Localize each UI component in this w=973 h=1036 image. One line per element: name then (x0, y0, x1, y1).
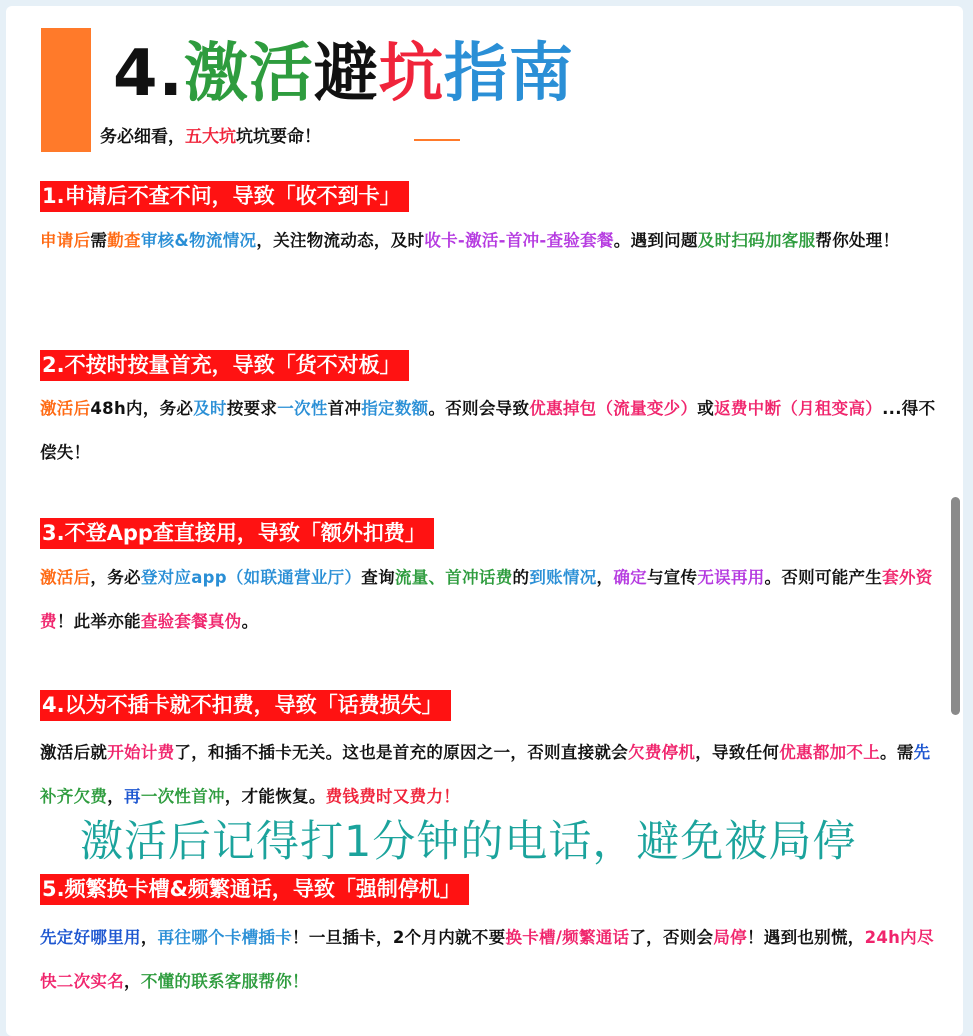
body-text-segment: 流量、首冲话费 (394, 568, 513, 587)
body-text-segment: ！此举亦能 (56, 612, 141, 631)
body-text-segment: 返费中断（月租变高） (714, 399, 883, 418)
body-text-segment: 。否则可能产生 (764, 568, 883, 587)
body-text-segment: 费钱费时又费力！ (325, 787, 461, 806)
body-text-segment: 套外资费 (40, 568, 933, 631)
section-2-body (40, 387, 940, 475)
subtitle-segment: 坑坑要命！ (236, 127, 321, 147)
section-3-body (40, 556, 940, 644)
vertical-scrollbar[interactable] (951, 497, 960, 715)
body-text-segment: 激活后就 (40, 743, 108, 762)
section-3-heading: 3.不登App查直接用，导致「额外扣费」 (40, 518, 434, 549)
body-text-segment: 帮你处理！ (815, 231, 900, 250)
body-text-segment: ！一旦插卡，2个月内就不要 (292, 928, 506, 947)
section-5-body (40, 916, 940, 1004)
body-text-segment: 。遇到问题 (613, 231, 698, 250)
body-text-segment: 48h内，务必 (90, 399, 194, 418)
body-text-segment: 一次性 (277, 399, 328, 418)
section-2-heading: 2.不按时按量首充，导致「货不对板」 (40, 350, 409, 381)
body-text-segment: 局停 (713, 928, 747, 947)
body-text-segment: 或 (697, 399, 715, 418)
body-text-segment: 换卡槽/频繁通话 (505, 928, 630, 947)
body-text-segment: ，务必 (90, 568, 141, 587)
body-text-segment: 查验套餐真伪 (140, 612, 242, 631)
body-text-segment: 了，否则会 (629, 928, 714, 947)
body-text-segment: 优惠都加不上 (779, 743, 881, 762)
subtitle-segment: 五大坑 (185, 127, 236, 147)
subtitle-underline (414, 139, 460, 141)
body-text-segment: 激活后 (40, 399, 91, 418)
subtitle-segment: 务必细看， (100, 127, 185, 147)
page-title (113, 34, 574, 114)
body-text-segment: 查询 (361, 568, 395, 587)
body-text-segment: 不懂的联系客服帮你！ (140, 972, 309, 991)
body-text-segment: ， (596, 568, 614, 587)
body-text-segment: 再 (124, 787, 141, 806)
body-text-segment: ！遇到也别慌， (746, 928, 865, 947)
body-text-segment: ， (140, 928, 158, 947)
section-1-heading: 1.申请后不查不问，导致「收不到卡」 (40, 181, 409, 212)
body-text-segment: 补齐欠费 (40, 787, 108, 806)
body-text-segment: ， (124, 972, 141, 991)
body-text-segment: 。否则会导致 (428, 399, 530, 418)
title-segment: 坑 (378, 37, 444, 111)
title-segment: 激活 (183, 37, 314, 111)
body-text-segment: 一次性首冲 (140, 787, 225, 806)
page-subtitle (100, 124, 321, 150)
section-4-heading: 4.以为不插卡就不扣费，导致「话费损失」 (40, 690, 451, 721)
title-segment: 避 (313, 37, 379, 111)
body-text-segment: 及时扫码加客服 (697, 231, 816, 250)
body-text-segment: 与宣传 (646, 568, 698, 587)
body-text-segment: 优惠掉包（流量变少） (529, 399, 698, 418)
body-text-segment: 收卡-激活-首冲-查验套餐 (424, 231, 614, 250)
body-text-segment: ，才能恢复。 (224, 787, 326, 806)
body-text-segment: 再往哪个卡槽插卡 (157, 928, 293, 947)
body-text-segment: 。 (241, 612, 259, 631)
body-text-segment: 勤查 (107, 231, 141, 250)
section-1-body (40, 219, 940, 263)
activation-call-reminder: 激活后记得打1分钟的电话，避免被局停 (80, 817, 857, 867)
body-text-segment: 首冲 (327, 399, 362, 418)
body-text-segment: 。需 (880, 743, 914, 762)
body-text-segment: 开始计费 (107, 743, 175, 762)
body-text-segment: 按要求 (226, 399, 278, 418)
body-text-segment: ， (107, 787, 125, 806)
body-text-segment: 申请后 (40, 231, 91, 250)
body-text-segment: 了，和插不插卡无关。这也是首充的原因之一，否则直接就会 (174, 743, 629, 762)
title-segment: 4. (113, 37, 184, 111)
body-text-segment: 到账情况 (529, 568, 597, 587)
body-text-segment: 无误再用 (697, 568, 765, 587)
body-text-segment: 欠费停机 (628, 743, 696, 762)
body-text-segment: 确定 (613, 568, 647, 587)
body-text-segment: 审核&物流情况 (140, 231, 257, 250)
section-5-heading: 5.频繁换卡槽&频繁通话，导致「强制停机」 (40, 874, 469, 905)
body-text-segment: 24h内尽快二次实名 (40, 928, 934, 991)
body-text-segment: 先定好哪里用 (40, 928, 141, 947)
title-accent-bar (41, 28, 91, 152)
body-text-segment: ，关注物流动态，及时 (256, 231, 425, 250)
body-text-segment: 指定数额 (361, 399, 429, 418)
body-text-segment: 激活后 (40, 568, 91, 587)
body-text-segment: 登对应app（如联通营业厅） (140, 568, 362, 587)
body-text-segment: 的 (512, 568, 530, 587)
body-text-segment: ，导致任何 (695, 743, 780, 762)
title-segment: 指南 (443, 37, 574, 111)
body-text-segment: ...得不偿失！ (40, 399, 936, 462)
body-text-segment: 需 (90, 231, 108, 250)
section-4-body (40, 731, 940, 819)
body-text-segment: 及时 (193, 399, 227, 418)
body-text-segment: 先 (913, 743, 931, 762)
